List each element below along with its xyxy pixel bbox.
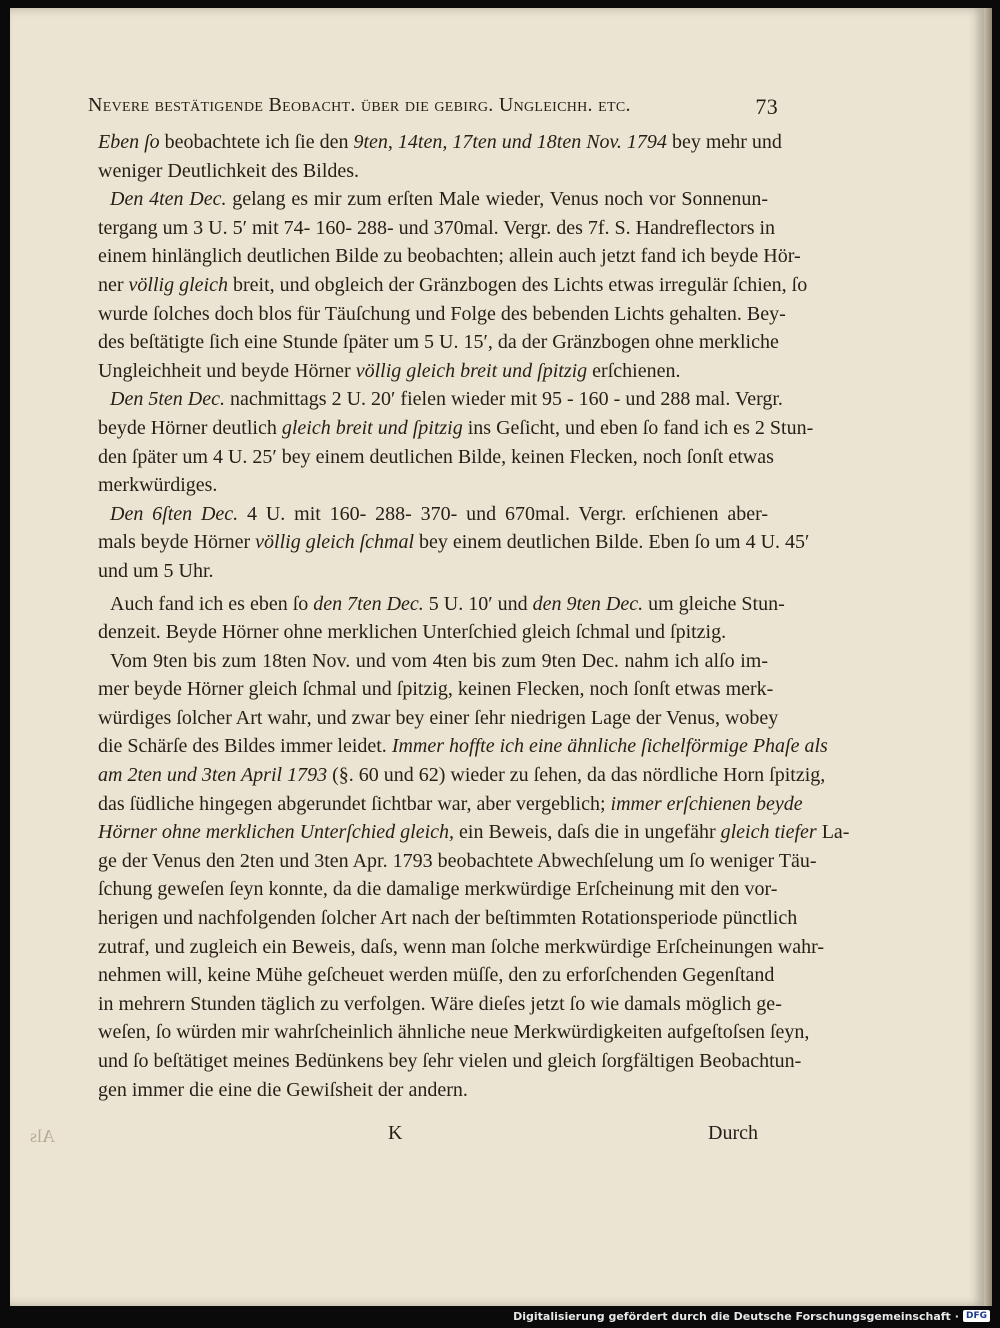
text-run: Auch fand ich es eben ſo xyxy=(110,592,314,615)
text-line xyxy=(98,214,776,243)
text-run: einem hinlänglich deutlichen Bilde zu beobachten; allein auch jetzt fand ich beyde Hör- xyxy=(98,245,801,268)
text-line xyxy=(98,157,768,186)
credit-text: Digitalisierung gefördert durch die Deutsche Forschungsgemeinschaft xyxy=(513,1309,951,1323)
credit-separator: · xyxy=(954,1309,959,1323)
text-run: La- xyxy=(816,821,850,844)
dfg-logo: DFG xyxy=(963,1310,990,1322)
text-line xyxy=(98,961,775,990)
text-run: würdiges ſolcher Art wahr, und zwar bey einer ſehr niedrigen Lage der Venus, wobey xyxy=(98,706,779,729)
text-run: beobachtete ich ſie den xyxy=(159,131,354,153)
text-line xyxy=(98,528,810,557)
text-run: bey mehr und xyxy=(666,131,782,153)
text-line xyxy=(98,357,768,386)
text-run: das ſüdliche hingegen abgerundet ſichtbar war, aber vergeblich; xyxy=(98,792,611,815)
italic-text: völlig gleich ſchmal xyxy=(255,531,415,554)
text-line xyxy=(98,128,782,157)
text-line xyxy=(98,414,814,443)
text-line xyxy=(98,904,798,933)
text-run: und ſo beſtätiget meines Bedünkens bey ſehr vielen und gleich ſorgfältigen Beobachtun- xyxy=(98,1050,802,1072)
text-run: um gleiche Stun- xyxy=(643,592,785,615)
text-run: bey einem deutlichen Bilde. Eben ſo um 4 U. 45′ xyxy=(414,531,810,554)
catchword: Durch xyxy=(708,1122,758,1144)
italic-text: immer erſchienen beyde xyxy=(610,792,803,815)
text-run: gen immer die eine die Gewiſsheit der andern. xyxy=(98,1078,468,1101)
bleed-through-text: Als xyxy=(30,1126,56,1146)
text-run: in mehrern Stunden täglich zu verfolgen. Wäre dieſes jetzt ſo wie damals möglich ge- xyxy=(98,992,782,1015)
text-run: denzeit. Beyde Hörner ohne merklichen Unterſchied gleich ſchmal und ſpitzig. xyxy=(98,621,727,644)
text-line xyxy=(98,647,768,676)
text-line xyxy=(98,618,768,647)
text-line xyxy=(98,761,826,790)
text-line xyxy=(98,385,783,414)
text-line xyxy=(98,590,785,619)
italic-text: am 2ten und 3ten April 1793 xyxy=(98,764,328,787)
body-text xyxy=(98,128,850,1104)
text-run: gelang es mir zum erſten Male wieder, Venus noch vor Sonnenun- xyxy=(226,188,769,211)
signature-mark: K xyxy=(388,1122,403,1144)
text-run: ge der Venus den 2ten und 3ten Apr. 1793 beobachtete Abwechſelung um ſo weniger Täu- xyxy=(98,849,817,872)
page-footer xyxy=(98,1122,758,1152)
text-run: ein Beweis, daſs die in ungefähr xyxy=(454,821,721,844)
text-line xyxy=(98,704,779,733)
text-run: breit, und obgleich der Gränzbogen des Lichts etwas irregulär ſchien, ſo xyxy=(227,273,808,296)
italic-text: Hörner ohne merklichen Unterſchied gleich, xyxy=(98,821,455,844)
text-run: zutraf, und zugleich ein Beweis, daſs, wenn man ſolche merkwürdige Erſcheinungen wahr- xyxy=(98,935,825,958)
text-line xyxy=(98,790,803,819)
text-run: 4 U. mit 160- 288- 370- und 670mal. Vergr. erſchienen aber- xyxy=(238,502,768,525)
text-run: den ſpäter um 4 U. 25′ bey einem deutlichen Bilde, keinen Flecken, noch ſonſt etwas xyxy=(98,445,774,468)
text-line xyxy=(98,271,808,300)
text-run: weſen, ſo würden mir wahrſcheinlich ähnliche neue Merkwürdigkeiten aufgeſtoſsen ſeyn, xyxy=(98,1021,810,1044)
text-run: nachmittags 2 U. 20′ fielen wieder mit 95 - 160 - und 288 mal. Vergr. xyxy=(224,388,783,411)
text-line xyxy=(98,500,768,529)
page-number: 73 xyxy=(755,94,778,119)
text-run: herigen und nachfolgenden ſolcher Art nach der beſtimmten Rotationsperiode pünctlich xyxy=(98,907,798,930)
text-run: ins Geſicht, und eben ſo fand ich es 2 Stun- xyxy=(462,416,814,439)
text-line xyxy=(98,471,768,500)
text-line xyxy=(98,1018,810,1047)
text-line xyxy=(98,242,801,271)
text-line xyxy=(98,818,850,847)
text-line xyxy=(98,990,782,1019)
text-run: mer beyde Hörner gleich ſchmal und ſpitzig, keinen Flecken, noch ſonſt etwas merk- xyxy=(98,678,774,701)
text-run: erſchienen. xyxy=(587,359,681,382)
italic-text: Den 6ſten Dec. xyxy=(110,502,239,525)
italic-text: Den 5ten Dec. xyxy=(110,388,225,411)
text-run: weniger Deutlichkeit des Bildes. xyxy=(98,159,360,182)
text-run: wurde ſolches doch blos für Täuſchung und Folge des bebenden Lichts gehalten. Bey- xyxy=(98,302,786,325)
text-run: ner xyxy=(98,273,129,296)
text-line xyxy=(98,847,817,876)
italic-text: gleich tiefer xyxy=(720,821,817,844)
italic-text: Den 4ten Dec. xyxy=(110,188,227,211)
book-page xyxy=(10,8,984,1306)
text-run: ſchung geweſen ſeyn konnte, da die damalige merkwürdige Erſcheinung mit den vor- xyxy=(98,878,778,901)
text-line xyxy=(98,1076,768,1105)
text-run: nehmen will, keine Mühe geſcheuet werden müſſe, den zu erforſchenden Gegenſtand xyxy=(98,964,775,987)
digitization-credit xyxy=(513,1308,990,1324)
italic-text: gleich breit und ſpitzig xyxy=(281,416,463,439)
text-line xyxy=(98,1047,802,1076)
text-run: Ungleichheit und beyde Hörner xyxy=(98,359,356,382)
text-run: des beſtätigte ſich eine Stunde ſpäter um 5 U. 15′, da der Gränzbogen ohne merkliche xyxy=(98,331,779,354)
italic-text: völlig gleich breit und ſpitzig xyxy=(355,359,588,382)
text-run: mals beyde Hörner xyxy=(98,531,256,554)
italic-text: den 9ten Dec. xyxy=(532,592,644,615)
text-run: (§. 60 und 62) wieder zu ſehen, da das nördliche Horn ſpitzig, xyxy=(327,764,826,787)
text-run: und um 5 Uhr. xyxy=(98,559,214,582)
text-run: beyde Hörner deutlich xyxy=(98,416,282,439)
italic-text: den 7ten Dec. xyxy=(313,592,424,615)
text-line xyxy=(98,300,786,329)
text-line xyxy=(98,933,825,962)
text-line xyxy=(98,557,768,586)
page-edge xyxy=(984,8,992,1306)
text-line xyxy=(98,875,778,904)
running-head xyxy=(88,90,778,120)
text-run: merkwürdiges. xyxy=(98,474,218,497)
text-line xyxy=(98,675,774,704)
text-run: Vom 9ten bis zum 18ten Nov. und vom 4ten bis zum 9ten Dec. nahm ich alſo im- xyxy=(110,649,768,672)
text-line xyxy=(98,185,768,214)
text-line xyxy=(98,732,828,761)
running-title: Nevere bestätigende Beobacht. über die gebirg. Ungleichh. etc. xyxy=(88,94,631,116)
text-run: 5 U. 10′ und xyxy=(423,592,533,615)
italic-text: Eben ſo xyxy=(98,131,160,153)
italic-text: 9ten, 14ten, 17ten und 18ten Nov. 1794 xyxy=(353,131,667,153)
italic-text: Immer hoffte ich eine ähnliche ſichelförmige Phaſe als xyxy=(391,735,828,758)
italic-text: völlig gleich xyxy=(128,273,228,296)
text-line xyxy=(98,443,774,472)
text-run: die Schärſe des Bildes immer leidet. xyxy=(98,735,392,758)
text-line xyxy=(98,328,779,357)
text-run: tergang um 3 U. 5′ mit 74- 160- 288- und 370mal. Vergr. des 7f. S. Handreflectors in xyxy=(98,216,776,239)
